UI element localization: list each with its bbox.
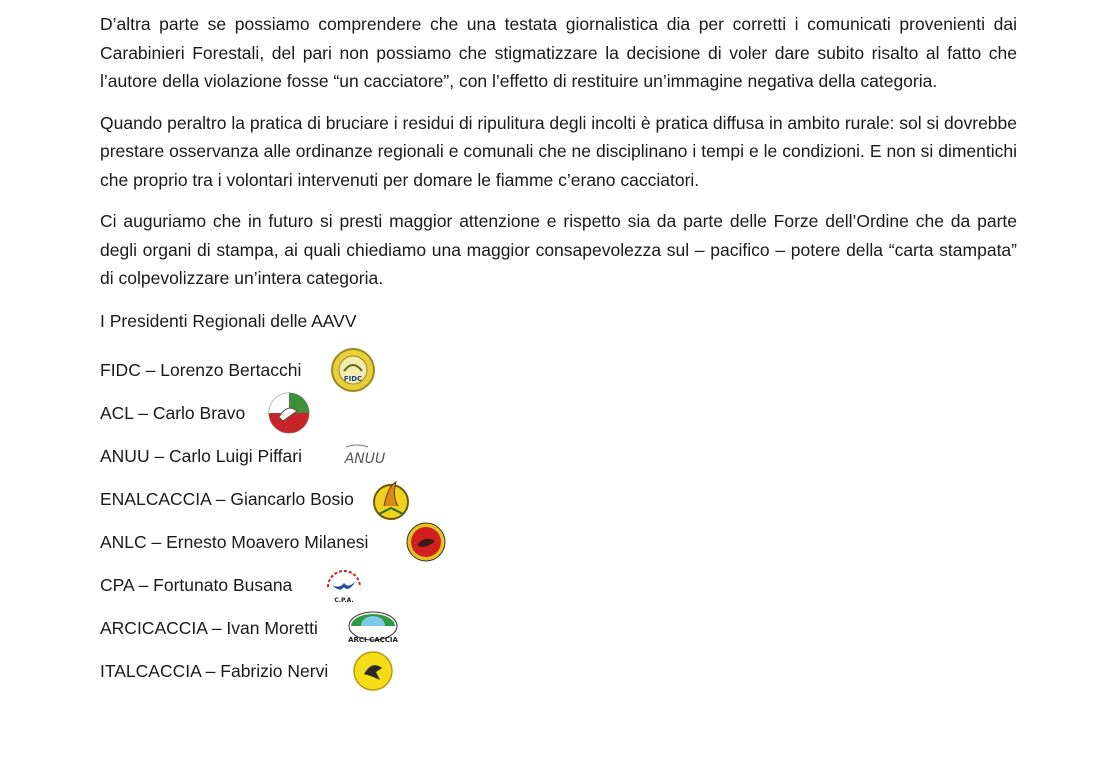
document-page	[100, 10, 1017, 693]
signatory-name: ACL – Carlo Bravo	[100, 402, 246, 423]
signatory-name: ARCICACCIA – Ivan Moretti	[100, 617, 318, 638]
enalcaccia-logo-icon	[370, 476, 412, 522]
signatory-anlc	[100, 521, 1017, 564]
anuu-logo-text: ANUU	[344, 451, 386, 467]
italcaccia-logo-icon	[352, 650, 394, 692]
paragraph-1: D’altra parte se possiamo comprendere che una testata giornalistica dia per corretti i comunicati provenienti dai Carabinieri Forestali, del pari non possiamo che stigmatizzare la decisione di voler dare subito risalto al fatto che l’autore della violazione fosse “un cacciatore”, con l’effetto di restituire un’immagine negativa della categoria.	[100, 14, 1017, 91]
signatory-acl	[100, 392, 1017, 435]
signatories-intro: I Presidenti Regionali delle AAVV	[100, 310, 357, 331]
signatory-anuu	[100, 435, 1017, 478]
signatories-list	[100, 349, 1017, 693]
arcicaccia-logo-text: ARCI CACCIA	[348, 636, 398, 644]
arcicaccia-logo-icon	[345, 610, 401, 646]
signatory-name: ITALCACCIA – Fabrizio Nervi	[100, 660, 329, 681]
signatory-name: FIDC – Lorenzo Bertacchi	[100, 359, 302, 380]
signatory-fidc	[100, 349, 1017, 392]
signatory-name: ENALCACCIA – Giancarlo Bosio	[100, 488, 354, 509]
fidc-logo-icon	[330, 347, 376, 393]
signatory-name: ANLC – Ernesto Moavero Milanesi	[100, 531, 369, 552]
cpa-logo-icon	[322, 565, 366, 605]
signatory-enalcaccia	[100, 478, 1017, 521]
paragraph-3: Ci auguriamo che in futuro si presti maggior attenzione e rispetto sia da parte delle Forze dell’Ordine che da parte degli organi di stampa, ai quali chiediamo una maggior consapevolezza sul – pacifico – potere della “carta stampata” di colpevolizzare un’intera categoria.	[100, 211, 1017, 288]
anlc-logo-icon	[405, 521, 447, 563]
signatory-name: CPA – Fortunato Busana	[100, 574, 293, 595]
cpa-logo-text: C.P.A.	[334, 597, 354, 604]
signatory-arcicaccia	[100, 607, 1017, 650]
signatory-italcaccia	[100, 650, 1017, 693]
fidc-logo-text: FIDC	[343, 375, 363, 383]
signatory-name: ANUU – Carlo Luigi Piffari	[100, 445, 302, 466]
acl-logo-icon	[267, 391, 311, 435]
anuu-logo-icon	[338, 441, 392, 471]
paragraph-2: Quando peraltro la pratica di bruciare i residui di ripulitura degli incolti è pratica diffusa in ambito rurale: sol si dovrebbe prestare osservanza alle ordinanze regionali e comunali che ne disciplinano i tempi e le condizioni. E non si dimentichi che proprio tra i volontari intervenuti per domare le fiamme c’erano cacciatori.	[100, 112, 1017, 190]
signatory-cpa	[100, 564, 1017, 607]
